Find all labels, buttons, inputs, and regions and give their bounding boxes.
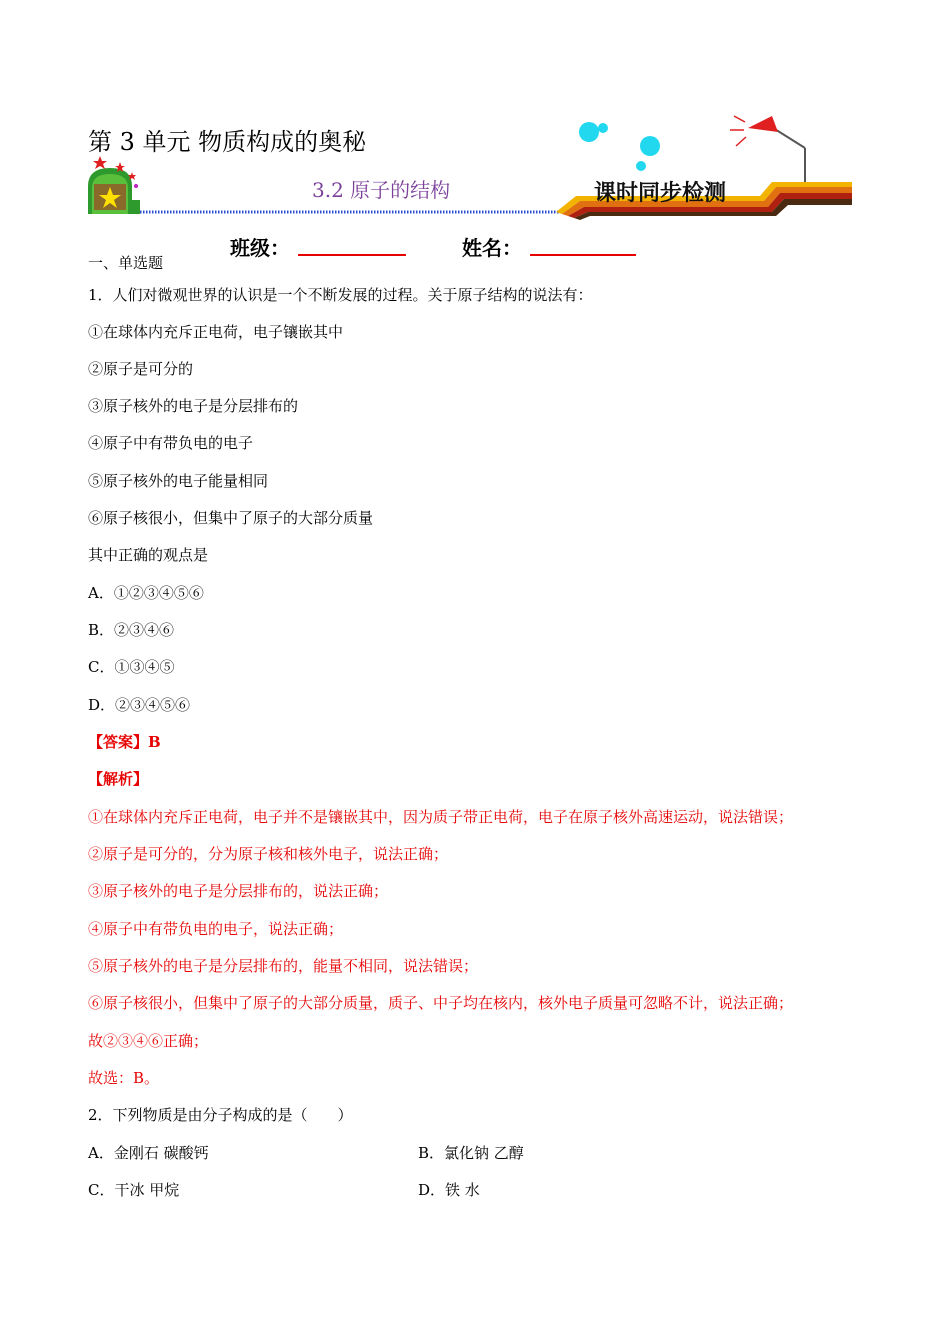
name-blank-line	[530, 254, 636, 256]
q1-analysis-line: ③原子核外的电子是分层排布的，说法正确；	[88, 882, 389, 900]
q1-analysis-line: ②原子是可分的，分为原子核和核外电子，说法正确；	[88, 845, 449, 863]
q1-option-a: A．①②③④⑤⑥	[88, 584, 204, 602]
q1-analysis-line: ⑥原子核很小，但集中了原子的大部分质量，质子、中子均在核内，核外电子质量可忽略不计，说法正确；	[88, 994, 794, 1012]
name-label: 姓名：	[462, 236, 522, 260]
q1-answer: 【答案】B	[88, 733, 161, 751]
bubbles-icon	[579, 122, 660, 171]
class-label: 班级：	[230, 236, 290, 260]
lamp-icon	[730, 116, 805, 190]
q1-statement: ③原子核外的电子是分层排布的	[88, 397, 299, 415]
q1-option-b: B．②③④⑥	[88, 621, 175, 639]
q2-option-d: D．铁 水	[418, 1181, 480, 1199]
class-blank-line	[298, 254, 406, 256]
q1-statement: ②原子是可分的	[88, 360, 194, 378]
q1-option-d: D．②③④⑤⑥	[88, 696, 191, 714]
q1-analysis-line: ①在球体内充斥正电荷，电子并不是镶嵌其中，因为质子带正电荷，电子在原子核外高速运动，说法错误；	[88, 808, 794, 826]
q1-statement: ⑤原子核外的电子能量相同	[88, 472, 269, 490]
unit-title: 第 3 单元 物质构成的奥秘	[88, 128, 367, 156]
q1-statement: ①在球体内充斥正电荷，电子镶嵌其中	[88, 323, 344, 341]
q1-analysis-line: 故②③④⑥正确；	[88, 1032, 209, 1050]
q1-stem: 1．人们对微观世界的认识是一个不断发展的过程。关于原子结构的说法有：	[88, 286, 593, 304]
lesson-title: 3.2 原子的结构	[312, 178, 451, 202]
header-decoration	[0, 0, 950, 230]
q2-option-a: A．金刚石 碳酸钙	[88, 1144, 209, 1162]
q1-statement: ⑥原子核很小，但集中了原子的大部分质量	[88, 509, 374, 527]
q1-analysis-line: ⑤原子核外的电子是分层排布的，能量不相同，说法错误；	[88, 957, 479, 975]
q1-analysis-label: 【解析】	[88, 770, 149, 788]
q1-analysis-line: ④原子中有带负电的电子，说法正确；	[88, 920, 344, 938]
q1-option-c: C．①③④⑤	[88, 658, 175, 676]
q1-prompt: 其中正确的观点是	[88, 546, 209, 564]
q2-stem: 2．下列物质是由分子构成的是（ ）	[88, 1106, 353, 1124]
banner-text: 课时同步检测	[594, 181, 727, 206]
q2-option-c: C．干冰 甲烷	[88, 1181, 180, 1199]
q1-analysis-line: 故选：B。	[88, 1069, 160, 1087]
section-title: 一、单选题	[88, 254, 164, 272]
q2-option-b: B．氯化钠 乙醇	[418, 1144, 524, 1162]
q1-statement: ④原子中有带负电的电子	[88, 434, 254, 452]
